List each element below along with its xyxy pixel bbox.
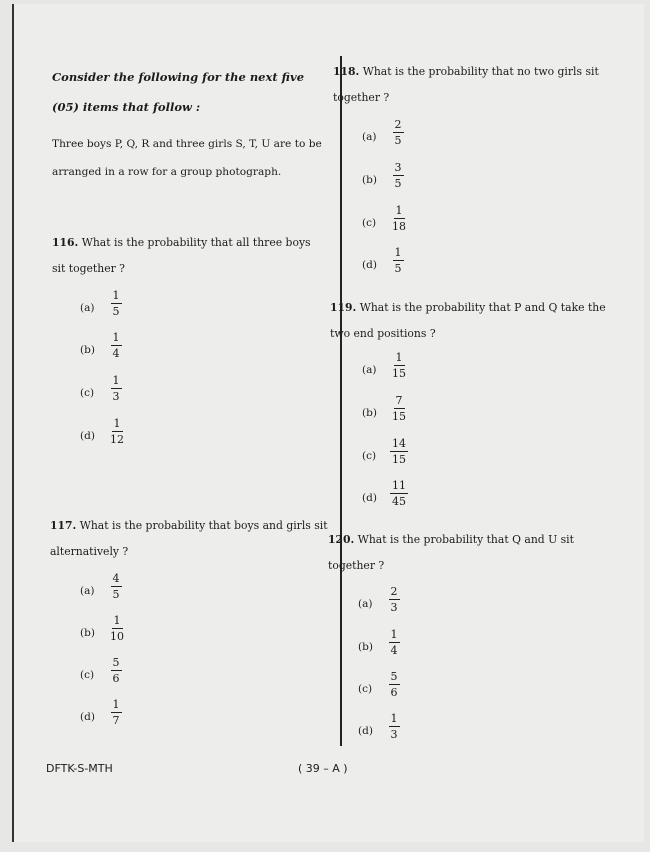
fraction: $\frac{2}{3}$ [390,585,398,614]
option-label: (b) [80,627,95,639]
option-label: (d) [80,430,95,442]
question-119 [330,295,613,347]
option-label: (d) [80,711,95,723]
fraction: $\frac{5}{6}$ [112,656,120,685]
question-number: 116. [52,236,79,249]
option-label: (c) [362,217,377,229]
fraction: $\frac{1}{10}$ [110,614,124,643]
option-label: (c) [80,387,95,399]
question-117 [50,513,328,565]
option-label: (b) [362,407,377,419]
fraction: $\frac{4}{5}$ [112,572,120,601]
fraction: $\frac{3}{5}$ [394,161,402,190]
option-label: (a) [80,585,95,597]
option-label: (d) [362,259,377,271]
fraction: $\frac{1}{4}$ [390,628,398,657]
question-116 [52,230,327,282]
option-label: (a) [358,598,373,610]
intro-heading: Consider the following for the next five (05) items that follow : [52,70,305,114]
fraction: $\frac{14}{15}$ [392,437,406,466]
fraction: $\frac{2}{5}$ [394,118,402,147]
fraction: $\frac{11}{45}$ [392,479,406,508]
question-text: What is the probability that Q and U sit together ? [328,533,574,572]
option-label: (b) [362,174,377,186]
fraction: $\frac{1}{3}$ [390,712,398,741]
option-label: (d) [358,725,373,737]
option-label: (a) [362,131,377,143]
question-text: What is the probability that no two girls sit together ? [333,65,599,104]
fraction: $\frac{1}{4}$ [112,331,120,360]
option-label: (a) [80,302,95,314]
question-text: What is the probability that all three boys sit together ? [52,236,311,275]
option-label: (c) [362,450,377,462]
fraction: $\frac{1}{3}$ [112,374,120,403]
fraction: $\frac{1}{7}$ [112,698,120,727]
option-label: (b) [80,344,95,356]
option-label: (d) [362,492,377,504]
fraction: $\frac{1}{15}$ [392,351,406,380]
fraction: $\frac{7}{15}$ [392,394,406,423]
option-label: (b) [358,641,373,653]
option-label: (c) [80,669,95,681]
page-number: ( 39 – A ) [298,762,348,775]
question-number: 117. [50,519,77,532]
question-text: What is the probability that P and Q take the two end positions ? [330,301,606,340]
question-number: 118. [333,65,360,78]
fraction: $\frac{5}{6}$ [390,670,398,699]
fraction: $\frac{1}{5}$ [394,246,402,275]
booklet-code: DFTK-S-MTH [46,762,113,775]
question-number: 119. [330,301,357,314]
question-120 [328,527,613,579]
option-label: (a) [362,364,377,376]
intro-text: Three boys P, Q, R and three girls S, T, U are to be arranged in a row for a group photograph. [52,138,322,178]
column-divider [340,56,342,746]
option-label: (c) [358,683,373,695]
question-number: 120. [328,533,355,546]
fraction: $\frac{1}{12}$ [110,417,124,446]
fraction: $\frac{1}{18}$ [392,204,406,233]
question-text: What is the probability that boys and girls sit alternatively ? [50,519,328,558]
question-118 [333,59,613,111]
fraction: $\frac{1}{5}$ [112,289,120,318]
